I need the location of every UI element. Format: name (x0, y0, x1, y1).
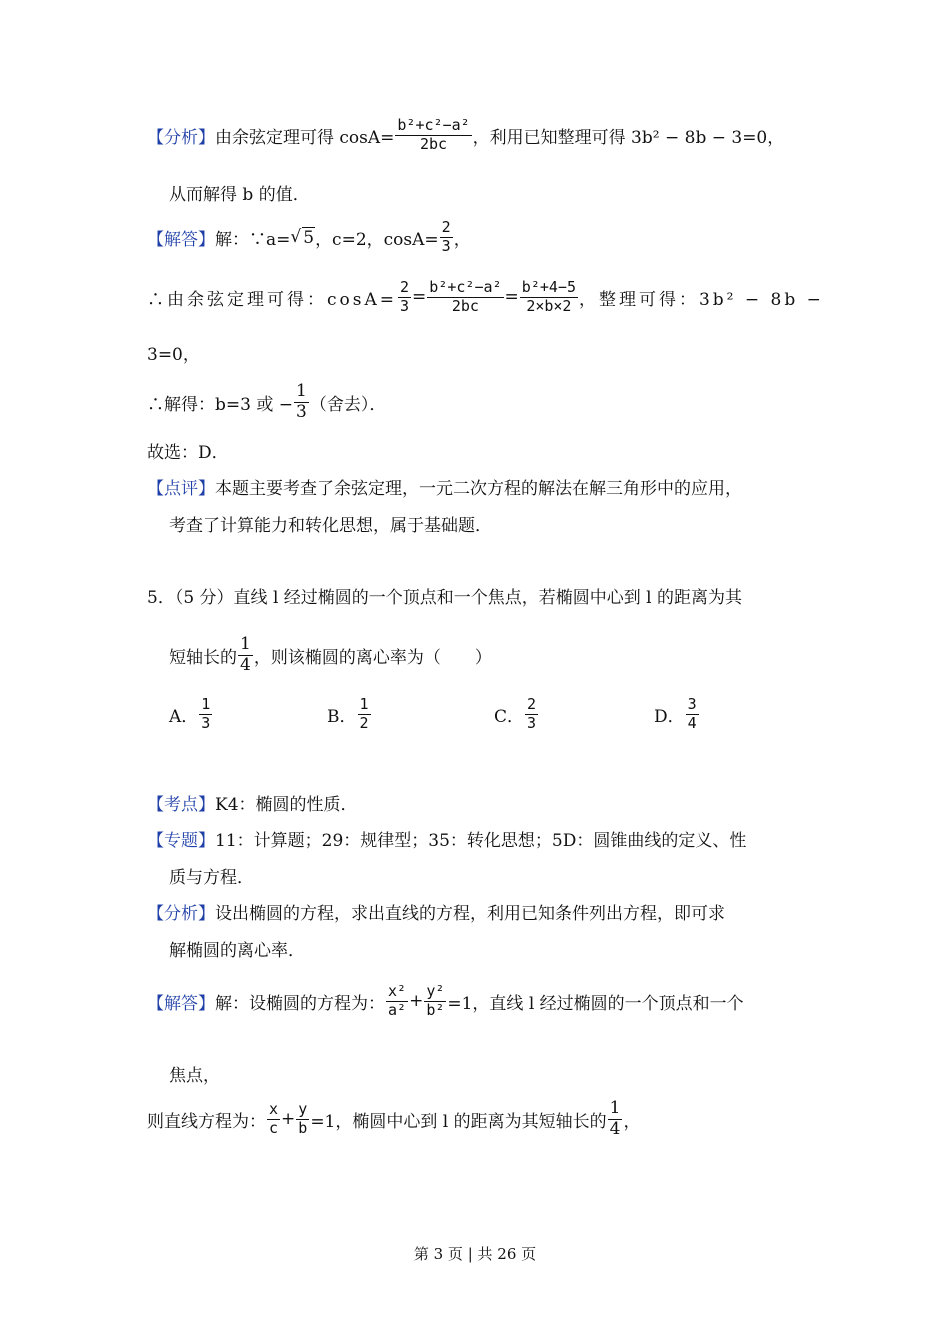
fraction: $\frac{x}{c}$ (269, 1100, 279, 1137)
kp-tag: 【考点】 (147, 795, 215, 815)
fraction: $\frac{\text{b²+c²−a²}}{2bc}$ (429, 278, 502, 315)
fraction: $\frac{y}{b}$ (298, 1100, 308, 1137)
fraction: $\frac{2}{3}$ (400, 278, 410, 315)
sqrt-value: 5 (303, 227, 315, 248)
fraction: $\frac{1}{3}$ (296, 381, 307, 422)
q5-solution-line-2: 则直线方程为： $\frac{x}{c}$ + $\frac{y}{b}$ =1，椭圆中心到 l 的距离为其短轴长的 $\frac{1}{4}$ ， (147, 1098, 641, 1139)
solution-tag: 【解答】 (147, 229, 215, 250)
review-tag: 【点评】 (147, 479, 215, 499)
q5-topic: 【专题】 11：计算题；29：规律型；35：转化思想；5D：圆锥曲线的定义、性 (147, 826, 746, 851)
option-d: D． $\frac{3}{4}$ (654, 695, 697, 732)
q5-stem-line-2: 短轴长的 $\frac{1}{4}$ ，则该椭圆的离心率为（ ） (169, 634, 492, 675)
prev-analysis-line-2: 从而解得 b 的值． (169, 185, 310, 205)
option-c: C． $\frac{2}{3}$ (494, 695, 537, 732)
analysis-tag: 【分析】 (147, 127, 215, 148)
q5-analysis: 【分析】 设出椭圆的方程，求出直线的方程，利用已知条件列出方程，即可求 (147, 899, 725, 924)
q5-solution-line-1b: 焦点， (169, 1066, 220, 1086)
option-fraction: $\frac{1}{3}$ (201, 695, 211, 732)
analysis-tag: 【分析】 (147, 904, 215, 924)
page-footer: 第 3 页 | 共 26 页 (413, 1245, 537, 1263)
cos-fraction: $\frac{\text{b²+c²−a²}}{2bc}$ (397, 116, 470, 153)
prev-solution-line-2: ∴由余弦定理可得：cosA= $\frac{2}{3}$ = $\frac{\text{b²+c²−a²}}{2bc}$ = $\frac{\text{b²+4−5}}{2\times b\times 2}$ ，整理可得：3b² − 8b − (147, 278, 824, 315)
topic-tag: 【专题】 (147, 831, 215, 851)
q5-knowledge-point: 【考点】 K4：椭圆的性质． (147, 790, 358, 815)
fraction: $\frac{1}{4}$ (240, 634, 251, 675)
prev-analysis-line (147, 118, 784, 153)
sqrt-symbol: √ (290, 227, 302, 248)
analysis-text-mid: ，利用已知整理可得 3b² − 8b − 3=0， (472, 127, 785, 148)
prev-solution-line-2b: 3=0， (147, 345, 200, 365)
option-b: B． $\frac{1}{2}$ (327, 695, 369, 732)
analysis-text: 由余弦定理可得 cosA= (215, 127, 395, 148)
option-a: A． $\frac{1}{3}$ (169, 695, 211, 732)
prev-solution-line-3: ∴解得：b=3 或 − $\frac{1}{3}$ （舍去）． (147, 381, 387, 422)
q5-stem-line-1: 5．（5 分）直线 l 经过椭圆的一个顶点和一个焦点，若椭圆中心到 l 的距离为其 (147, 588, 743, 608)
prev-review-line-2: 考查了计算能力和转化思想，属于基础题． (169, 516, 492, 536)
fraction: $\frac{\text{x²}}{\text{a²}}$ (388, 982, 407, 1019)
fraction: $\frac{\text{y²}}{\text{b²}}$ (426, 982, 445, 1019)
option-fraction: $\frac{3}{4}$ (687, 695, 697, 732)
prev-choice: 故选：D． (147, 443, 229, 463)
prev-review-line: 【点评】 本题主要考查了余弦定理，一元二次方程的解法在解三角形中的应用， (147, 474, 742, 499)
q5-solution-line-1: 【解答】 解：设椭圆的方程为： $\frac{\text{x²}}{\text{a²}}$ + $\frac{\text{y²}}{\text{b²}}$ =1，直线 l 经过椭圆的一个顶点和一个 (147, 982, 744, 1019)
option-fraction: $\frac{1}{2}$ (359, 695, 369, 732)
fraction: $\frac{\text{b²+4−5}}{2\times b\times 2}$ (521, 278, 576, 315)
fraction: $\frac{2}{3}$ (441, 218, 451, 255)
solution-tag: 【解答】 (147, 993, 215, 1014)
option-fraction: $\frac{2}{3}$ (527, 695, 537, 732)
prev-solution-line-1: 【解答】 解：∵a= √ 5 ，c=2，cosA= $\frac{2}{3}$ ， (147, 218, 471, 255)
q5-analysis-line-2: 解椭圆的离心率． (169, 941, 305, 961)
fraction: $\frac{1}{4}$ (609, 1098, 621, 1139)
q5-topic-line-2: 质与方程． (169, 868, 254, 888)
